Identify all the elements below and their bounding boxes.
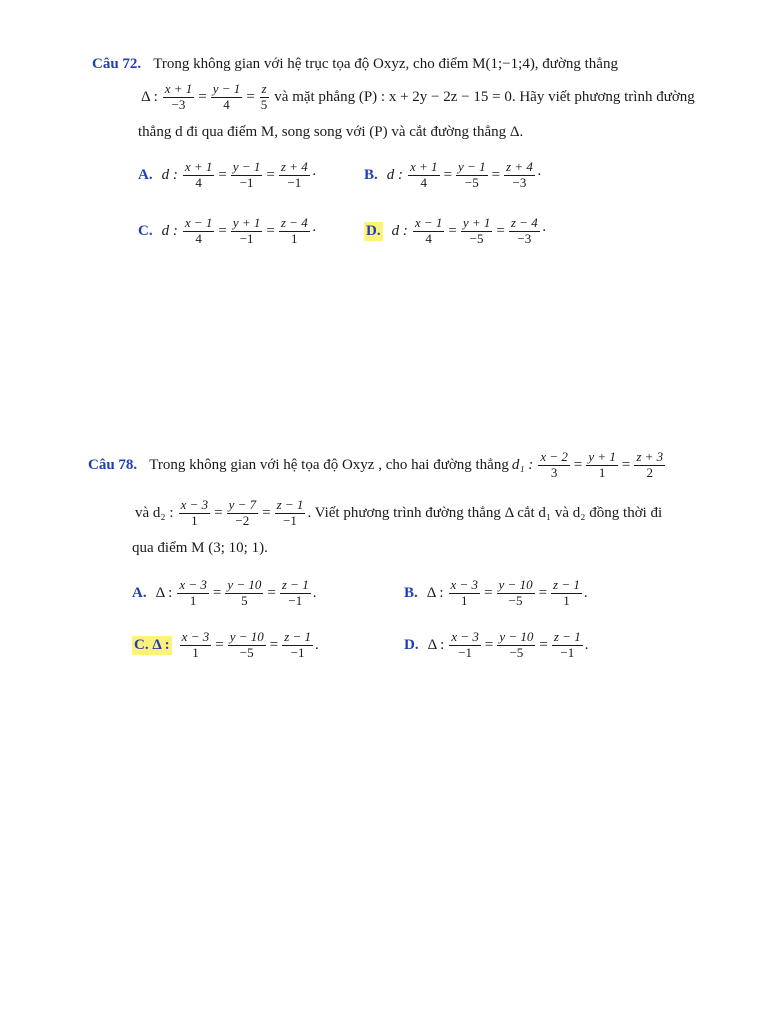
q78-line-2: và d₂ : $\frac{x - 3}{1}$ = $\frac{y - 7}{-2}$ = $\frac{z - 1}{-1}$ . Viết phương trình đường thẳng Δ cắt d₁ và d₂ đồng thời đi (135, 497, 663, 528)
q72-option-c[interactable]: C. d : $\frac{x - 1}{4}$ = $\frac{y + 1}{-1}$ = $\frac{z - 4}{1}$ · (138, 215, 317, 246)
q78-label: Câu 78. (88, 456, 138, 473)
q72-line-2: Δ : $\frac{x + 1}{-3}$ = $\frac{y - 1}{4}$ = $\frac{z}{5}$ và mặt phẳng (P) : x + 2y − 2z − 15 = 0. Hãy viết phương trình đường (141, 81, 695, 112)
q72-label: Câu 72. (92, 56, 142, 72)
q72-frac-3: $\frac{z}{5}$ (260, 81, 268, 112)
q78-option-a[interactable]: A. Δ : $\frac{x - 3}{1}$ = $\frac{y - 10}{5}$ = $\frac{z - 1}{-1}$ . (132, 577, 317, 608)
q78-option-c[interactable]: C. Δ : $\frac{x - 3}{1}$ = $\frac{y - 10}{-5}$ = $\frac{z - 1}{-1}$ . (134, 629, 319, 660)
q72-stem-3: thẳng d đi qua điểm M, song song với (P) và cắt đường thẳng Δ. (138, 124, 524, 140)
q78-answer-highlight: C. Δ : (134, 636, 170, 653)
q72-answer-highlight: D. (366, 222, 381, 239)
q72-line-3 (138, 124, 523, 141)
q78-d1: d₁ : (511, 456, 534, 473)
q72-option-b[interactable]: B. d : $\frac{x + 1}{4}$ = $\frac{y - 1}{-5}$ = $\frac{z + 4}{-3}$ · (364, 159, 542, 190)
q72-frac-2: $\frac{y - 1}{4}$ (212, 81, 241, 112)
q78-line-1: Câu 78. Trong không gian với hệ tọa độ Oxyz , cho hai đường thẳng d₁ : $\frac{x - 2}{3}$ = $\frac{y + 1}{1}$ = $\frac{z + 3}{2}$ (88, 449, 664, 480)
q72-frac-1: $\frac{x + 1}{-3}$ (164, 81, 193, 112)
q72-option-a[interactable]: A. d : $\frac{x + 1}{4}$ = $\frac{y - 1}{-1}$ = $\frac{z + 4}{-1}$ · (138, 159, 317, 190)
q72-option-d[interactable]: D. d : $\frac{x - 1}{4}$ = $\frac{y + 1}{-5}$ = $\frac{z - 4}{-3}$ · (366, 215, 547, 246)
q78-option-b[interactable]: B. Δ : $\frac{x - 3}{1}$ = $\frac{y - 10}{-5}$ = $\frac{z - 1}{1}$ . (404, 577, 588, 608)
q78-stem-3: qua điểm M (3; 10; 1). (132, 540, 268, 556)
q78-stem-2: . Viết phương trình đường thẳng Δ cắt d₁ và d₂ đồng thời đi (307, 504, 663, 521)
q78-option-d[interactable]: D. Δ : $\frac{x - 3}{-1}$ = $\frac{y - 10}{-5}$ = $\frac{z - 1}{-1}$ . (404, 629, 589, 660)
q72-delta: Δ : (141, 88, 158, 105)
q72-stem-2: và mặt phẳng (P) : x + 2y − 2z − 15 = 0. Hãy viết phương trình đường (274, 88, 695, 105)
q78-stem-1: Trong không gian với hệ tọa độ Oxyz , cho hai đường thẳng (149, 456, 509, 473)
q72-line-1 (92, 56, 618, 73)
q72-stem-1: Trong không gian với hệ trục tọa độ Oxyz, cho điểm M(1;−1;4), đường thẳng (153, 56, 618, 72)
q78-d2: và d₂ : (135, 504, 174, 521)
q78-line-3 (132, 540, 268, 557)
